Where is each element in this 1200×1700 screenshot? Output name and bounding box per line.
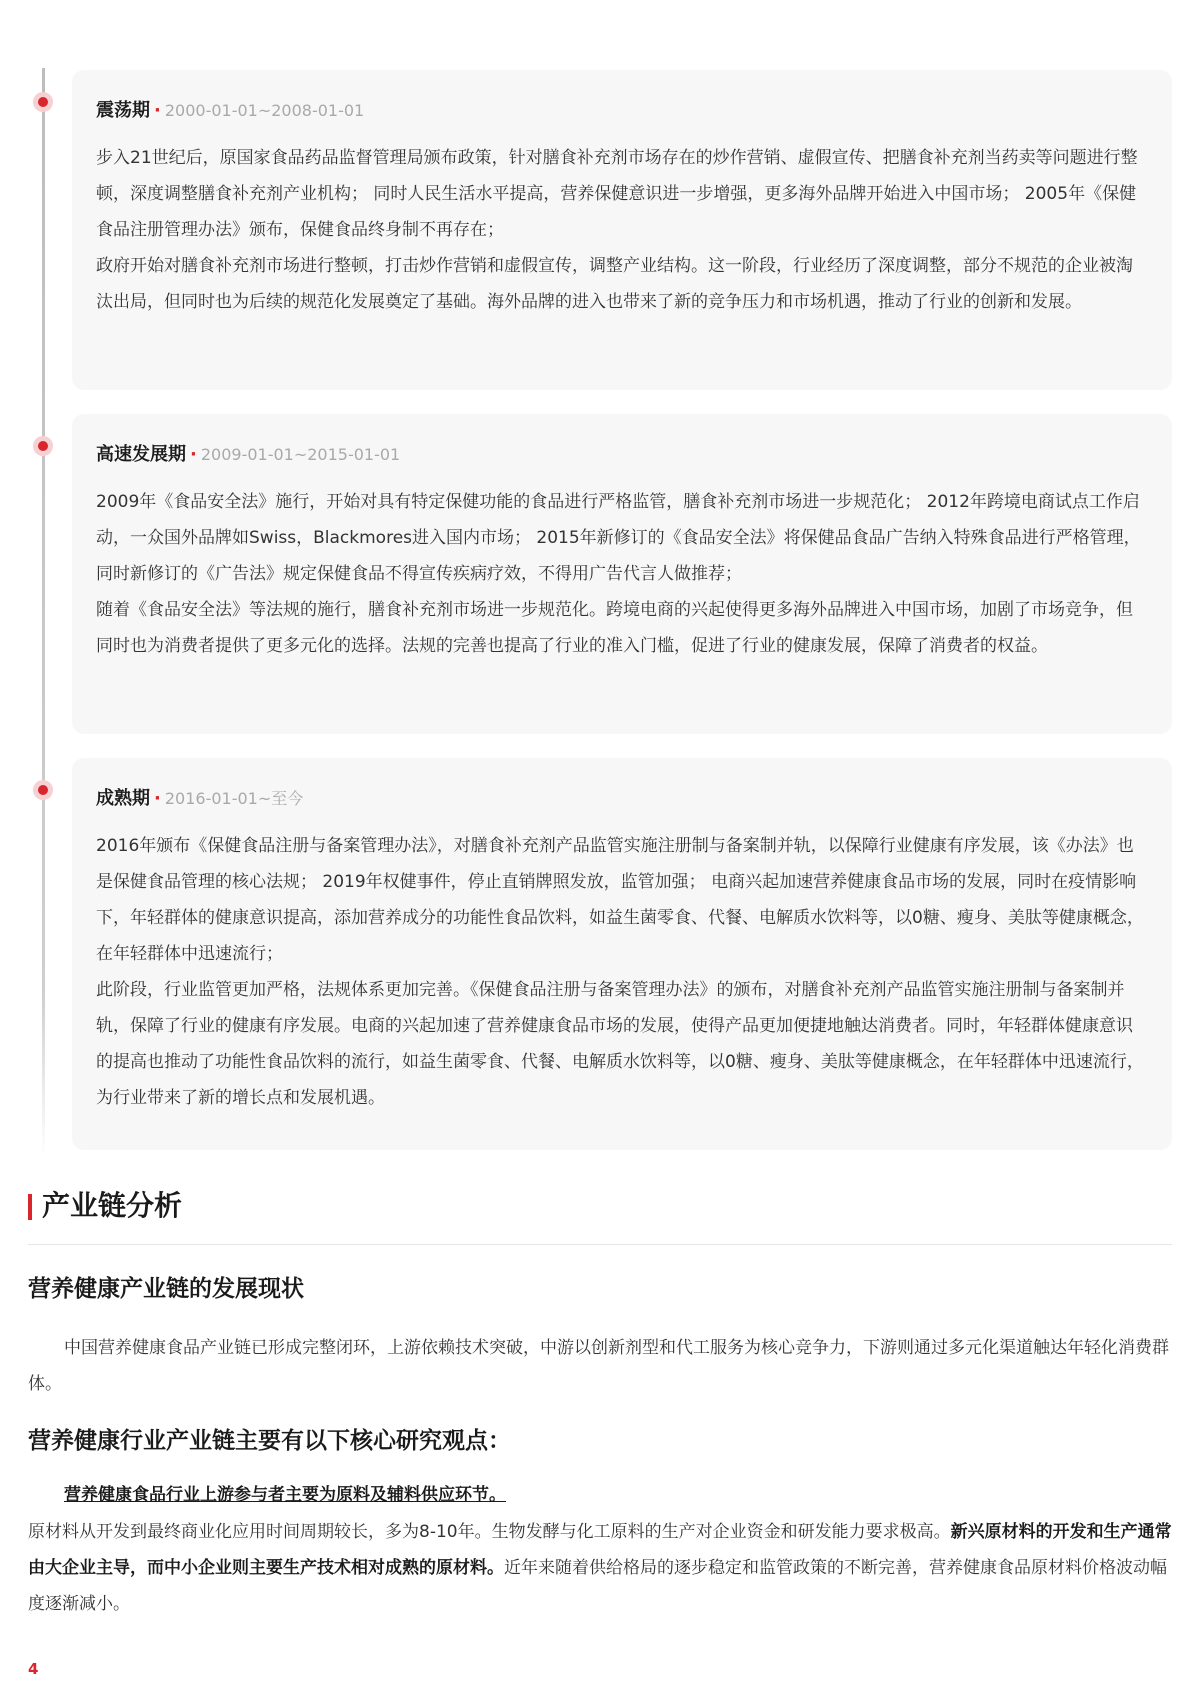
card-title: 高速发展期 <box>96 444 186 465</box>
card-paragraph: 2009年《食品安全法》施行，开始对具有特定保健功能的食品进行严格监管，膳食补充剂市场进一步规范化； 2012年跨境电商试点工作启动，一众国外品牌如Swiss，Blackmores进入国内市场； 2015年新修订的《食品安全法》将保健品食品广告纳入特殊食品进行严格管理，同时新修订的《广告法》规定保健食品不得宣传疾病疗效，不得用广告代言人做推荐； <box>96 492 1141 584</box>
card-paragraph: 随着《食品安全法》等法规的施行，膳食补充剂市场进一步规范化。跨境电商的兴起使得更多海外品牌进入中国市场，加剧了市场竞争，但同时也为消费者提供了更多元化的选择。法规的完善也提高了行业的准入门槛，促进了行业的健康发展，保障了消费者的权益。 <box>96 600 1133 656</box>
timeline-dot <box>33 92 53 112</box>
card-paragraph: 政府开始对膳食补充剂市场进行整顿，打击炒作营销和虚假宣传，调整产业结构。这一阶段，行业经历了深度调整，部分不规范的企业被淘汰出局，但同时也为后续的规范化发展奠定了基础。海外品牌的进入也带来了新的竞争压力和市场机遇，推动了行业的创新和发展。 <box>96 256 1133 312</box>
timeline-card <box>72 758 1172 1150</box>
timeline-line <box>42 68 45 1158</box>
intro-paragraph: 中国营养健康食品产业链已形成完整闭环，上游依赖技术突破，中游以创新剂型和代工服务为核心竞争力，下游则通过多元化渠道触达年轻化消费群体。 <box>28 1338 1169 1394</box>
card-header <box>96 784 1148 814</box>
card-paragraph: 2016年颁布《保健食品注册与备案管理办法》，对膳食补充剂产品监管实施注册制与备案制并轨，以保障行业健康有序发展，该《办法》也是保健食品管理的核心法规； 2019年权健事件，停止直销牌照发放，监管加强； 电商兴起加速营养健康食品市场的发展，同时在疫情影响下，年轻群体的健康意识提高，添加营养成分的功能性食品饮料，如益生菌零食、代餐、电解质水饮料等，以0糖、瘦身、美肽等健康概念，在年轻群体中迅速流行； <box>96 836 1144 964</box>
card-title: 震荡期 <box>96 100 150 121</box>
timeline-card <box>72 70 1172 390</box>
point-heading: 营养健康食品行业上游参与者主要为原料及辅料供应环节。 <box>64 1485 506 1505</box>
point-text: 原材料从开发到最终商业化应用时间周期较长，多为8-10年。生物发酵与化工原料的生产对企业资金和研发能力要求极高。 <box>28 1522 951 1542</box>
page-number: 4 <box>28 1660 39 1678</box>
subtitle-development-status: 营养健康产业链的发展现状 <box>28 1276 304 1302</box>
card-date: 2016-01-01~至今 <box>164 789 304 808</box>
timeline-card <box>72 414 1172 734</box>
point-text-bold: 新兴原材料的开发和生产通常由大企业主导，而中小企业则主要生产技术相对成熟的原材料。 <box>28 1522 1172 1578</box>
point-paragraph <box>28 1514 1172 1622</box>
timeline-dot <box>33 436 53 456</box>
card-date: 2000-01-01~2008-01-01 <box>164 101 365 120</box>
card-title: 成熟期 <box>96 788 150 809</box>
card-paragraph: 步入21世纪后，原国家食品药品监督管理局颁布政策，针对膳食补充剂市场存在的炒作营销、虚假宣传、把膳食补充剂当药卖等问题进行整顿，深度调整膳食补充剂产业机构； 同时人民生活水平提高，营养保健意识进一步增强，更多海外品牌开始进入中国市场； 2005年《保健食品注册管理办法》颁布，保健食品终身制不再存在； <box>96 148 1138 240</box>
point-text: 近年来随着供给格局的逐步稳定和监管政策的不断完善，营养健康食品原材料价格波动幅度逐渐减小。 <box>28 1558 1167 1614</box>
section-divider <box>28 1244 1172 1245</box>
card-header <box>96 440 1148 470</box>
card-paragraph: 此阶段，行业监管更加严格，法规体系更加完善。《保健食品注册与备案管理办法》的颁布，对膳食补充剂产品监管实施注册制与备案制并轨，保障了行业的健康有序发展。电商的兴起加速了营养健康食品市场的发展，使得产品更加便捷地触达消费者。同时，年轻群体健康意识的提高也推动了功能性食品饮料的流行，如益生菌零食、代餐、电解质水饮料等，以0糖、瘦身、美肽等健康概念，在年轻群体中迅速流行，为行业带来了新的增长点和发展机遇。 <box>96 980 1144 1108</box>
card-separator: · <box>154 100 161 121</box>
timeline-dot <box>33 780 53 800</box>
section-title: 产业链分析 <box>28 1188 182 1224</box>
card-separator: · <box>154 788 161 809</box>
card-header <box>96 96 1148 126</box>
card-separator: · <box>190 444 197 465</box>
subtitle-core-views: 营养健康行业产业链主要有以下核心研究观点： <box>28 1428 511 1454</box>
card-date: 2009-01-01~2015-01-01 <box>200 445 401 464</box>
